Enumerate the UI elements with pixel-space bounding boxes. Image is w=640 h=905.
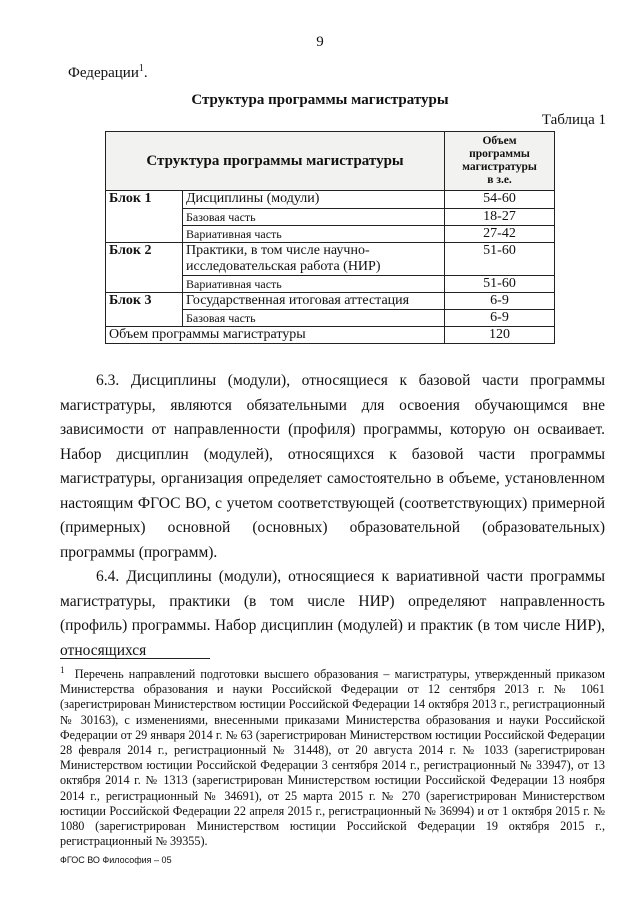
table-total-row (106, 327, 555, 344)
footnote (60, 663, 605, 850)
part-label: Вариативная часть (183, 276, 445, 293)
program-structure-table (105, 131, 555, 344)
block-name: Блок 1 (106, 191, 183, 243)
paragraph-6-4 (60, 565, 605, 663)
document-footer: ФГОС ВО Философия – 05 (60, 855, 172, 865)
part-value: 51-60 (445, 276, 555, 293)
paragraph-text: 6.3. Дисциплины (модули), относящиеся к базовой части программы магистратуры, являются обязательными для освоения обучающимся вне зависимости от направленности (профиля) программы, которую он осваивает. Набор дисциплин (модулей), относящихся к базовой части программы магистратуры, организация определяет самостоятельно в объеме, установленном настоящим ФГОС ВО, с учетом соответствующей (соответствующих) примерной (примерных) основной (основных) образовательной (образовательных) программы (программ). (60, 372, 605, 561)
block-value: 54-60 (445, 191, 555, 209)
header-volume-line: в з.е. (487, 174, 512, 186)
part-label: Базовая часть (183, 209, 445, 226)
block-name: Блок 2 (106, 243, 183, 293)
table-title: Структура программы магистратуры (191, 92, 449, 108)
total-label: Объем программы магистратуры (106, 327, 445, 344)
paragraph-text: 6.4. Дисциплины (модули), относящиеся к вариативной части программы магистратуры, практики (в том числе НИР) определяют направленность (профиль) программы. Набор дисциплин (модулей) и практик (в том числе НИР), относящихся (60, 568, 605, 659)
carryover-line (68, 63, 148, 82)
header-volume-line: Объем (482, 135, 517, 147)
part-label: Вариативная часть (183, 226, 445, 243)
table-header-row (106, 132, 555, 191)
table-row (106, 243, 555, 276)
part-value: 18-27 (445, 209, 555, 226)
footnote-marker: 1 (60, 665, 65, 675)
block-value: 51-60 (445, 243, 555, 276)
footnote-text: Перечень направлений подготовки высшего образования – магистратуры, утвержденный приказом Министерства образования и науки Российской Федерации от 12 сентября 2013 г. № 1061 (зарегистрирован Министерством юстиции Российской Федерации 14 октября 2013 г., регистрационный № 30163), с изменениями, внесенными приказами Министерства образования и науки Российской Федерации от 29 января 2014 г. № 63 (зарегистрирован Министерством юстиции Российской Федерации 28 февраля 2014 г., регистрационный № 31448), от 20 августа 2014 г. № 1033 (зарегистрирован Министерством юстиции Российской Федерации 3 сентября 2014 г., регистрационный № 33947), от 13 октября 2014 г. № 1313 (зарегистрирован Министерством юстиции Российской Федерации 13 ноября 2014 г., регистрационный № 34691), от 25 марта 2015 г. № 270 (зарегистрирован Министерством юстиции Российской Федерации 22 апреля 2015 г., регистрационный № 36994) и от 1 октября 2015 г. № 1080 (зарегистрирован Министерством юстиции Российской Федерации 19 октября 2015 г., регистрационный № 39355). (60, 667, 605, 849)
carryover-text: Федерации (68, 65, 139, 81)
block-title: Государственная итоговая аттестация (183, 293, 445, 310)
carryover-trailing: . (143, 65, 148, 81)
table-row (106, 293, 555, 310)
part-label: Базовая часть (183, 310, 445, 327)
paragraph-6-3 (60, 369, 605, 565)
part-value: 6-9 (445, 310, 555, 327)
header-volume (445, 132, 555, 191)
block-title: Дисциплины (модули) (183, 191, 445, 209)
block-value: 6-9 (445, 293, 555, 310)
footnote-ref: 1 (138, 63, 144, 74)
footnote-divider (60, 658, 210, 659)
total-value: 120 (445, 327, 555, 344)
page-number: 9 (316, 34, 324, 50)
table-label: Таблица 1 (541, 112, 606, 128)
header-volume-line: программы (469, 148, 530, 160)
block-name: Блок 3 (106, 293, 183, 327)
block-title: Практики, в том числе научно-исследовательская работа (НИР) (183, 243, 445, 276)
header-structure: Структура программы магистратуры (106, 132, 445, 191)
table-row (106, 191, 555, 209)
header-volume-line: магистратуры (462, 161, 537, 173)
part-value: 27-42 (445, 226, 555, 243)
